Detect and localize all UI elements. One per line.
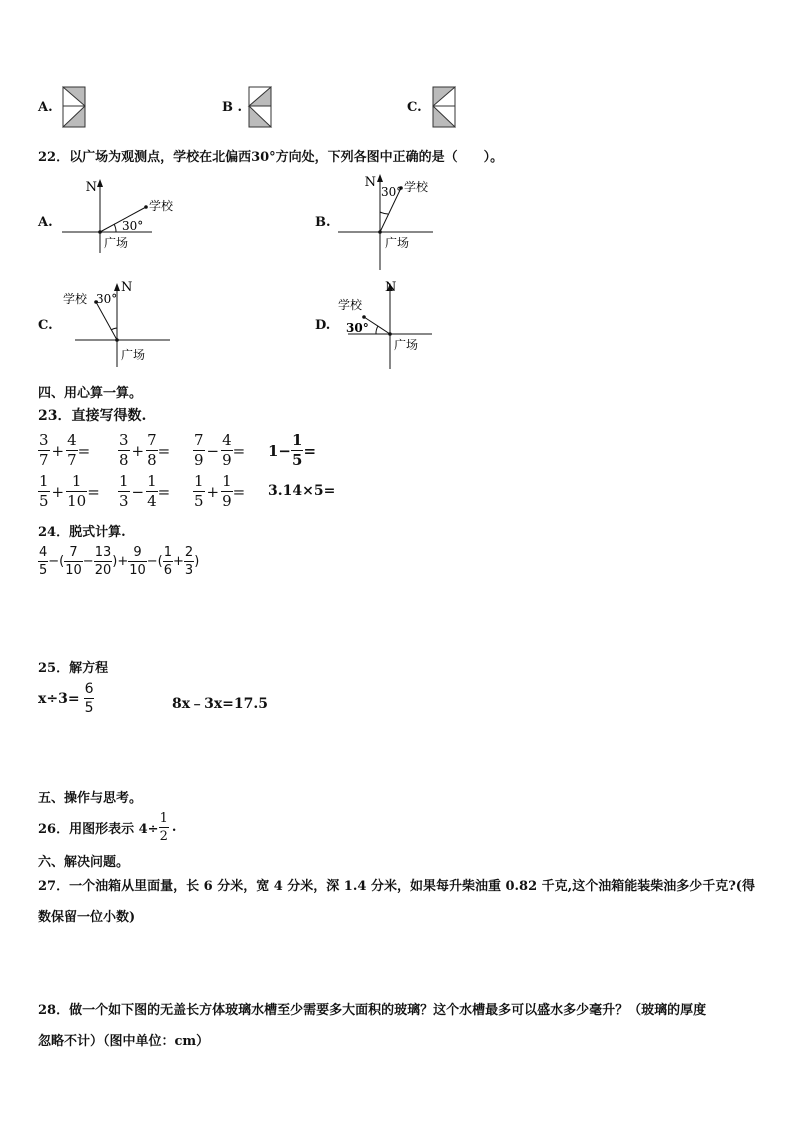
north-label: N	[364, 175, 376, 190]
plaza-label: 广场	[104, 236, 129, 250]
plaza-label: 广场	[121, 348, 146, 362]
q22-option-d-diagram	[336, 277, 436, 372]
plaza-label: 广场	[394, 338, 419, 352]
q27-line-1: 27．一个油箱从里面量，长 6 分米，宽 4 分米，深 1.4 分米，如果每升柴油重 0.82 千克,这个油箱能装柴油多少千克?(得	[38, 879, 755, 894]
q21-option-b-label: B .	[222, 100, 243, 115]
section-5-heading: 五、操作与思考。	[38, 791, 143, 806]
q23-item-6: $\frac{1}{3}$ − $\frac{1}{4}$ =	[119, 472, 171, 510]
angle-label: 30°	[381, 185, 403, 199]
q23-item-1: $\frac{3}{7}$ + $\frac{4}{7}$ =	[39, 431, 91, 469]
q23-item-4: 1− $\frac{1}{5}$ =	[268, 431, 317, 469]
q22-option-b-label: B.	[315, 215, 331, 230]
q23-item-8: 3.14×5=	[268, 483, 336, 499]
q25-equation-2: 8x﹣3x=17.5	[172, 696, 269, 712]
q28-line-2: 忽略不计）（图中单位：cm）	[38, 1034, 210, 1049]
school-label: 学校	[63, 292, 88, 306]
q23-item-3: $\frac{7}{9}$ − $\frac{4}{9}$ =	[194, 431, 246, 469]
q22-option-c-label: C.	[38, 318, 53, 333]
q25-title: 25．解方程	[38, 661, 109, 676]
plaza-label: 广场	[385, 236, 410, 250]
q21-option-a-label: A.	[38, 100, 53, 115]
angle-label: 30°	[96, 292, 118, 306]
q23-item-5: $\frac{1}{5}$ + $\frac{1}{10}$ =	[39, 472, 100, 510]
north-label: N	[121, 280, 133, 295]
q22-option-a-label: A.	[38, 215, 53, 230]
q24-title: 24．脱式计算.	[38, 525, 126, 540]
q22-question: 22．以广场为观测点，学校在北偏西30°方向处，下列各图中正确的是（ ）。	[38, 150, 504, 165]
q21-option-b-figure	[248, 86, 272, 128]
q24-expression: $\frac{4}{5}$ −( $\frac{7}{10}$ − $\frac{13}{20}$ )+ $\frac{9}{10}$ −( $\frac{1}{6}$ + $\frac{2}{3}$ )	[39, 545, 200, 578]
q22-option-d-label: D.	[315, 318, 331, 333]
north-label: N	[85, 180, 97, 195]
q23-title: 23．直接写得数.	[38, 408, 147, 424]
angle-label: 30°	[346, 321, 369, 335]
section-6-heading: 六、解决问题。	[38, 855, 130, 870]
angle-label: 30°	[122, 219, 144, 233]
school-label: 学校	[404, 180, 429, 194]
q25-equation-1: x÷3= $\frac{6}{5}$	[38, 681, 94, 716]
q27-line-2: 数保留一位小数)	[38, 910, 136, 925]
q26-question: 26．用图形表示 4÷ $\frac{1}{2}$ .	[38, 811, 177, 844]
q22-option-c-diagram	[62, 275, 177, 370]
q23-item-7: $\frac{1}{5}$ + $\frac{1}{9}$ =	[194, 472, 246, 510]
school-label: 学校	[338, 298, 363, 312]
section-4-heading: 四、用心算一算。	[38, 386, 143, 401]
q22-option-b-diagram	[335, 170, 440, 272]
q28-line-1: 28．做一个如下图的无盖长方体玻璃水槽至少需要多大面积的玻璃？这个水槽最多可以盛水多少毫升？（玻璃的厚度	[38, 1003, 707, 1018]
north-label: N	[385, 280, 397, 295]
school-label: 学校	[149, 199, 174, 213]
q21-option-a-figure	[62, 86, 86, 128]
q22-option-a-diagram	[60, 175, 174, 255]
q21-option-c-label: C.	[407, 100, 422, 115]
q23-item-2: $\frac{3}{8}$ + $\frac{7}{8}$ =	[119, 431, 171, 469]
q21-option-c-figure	[432, 86, 456, 128]
